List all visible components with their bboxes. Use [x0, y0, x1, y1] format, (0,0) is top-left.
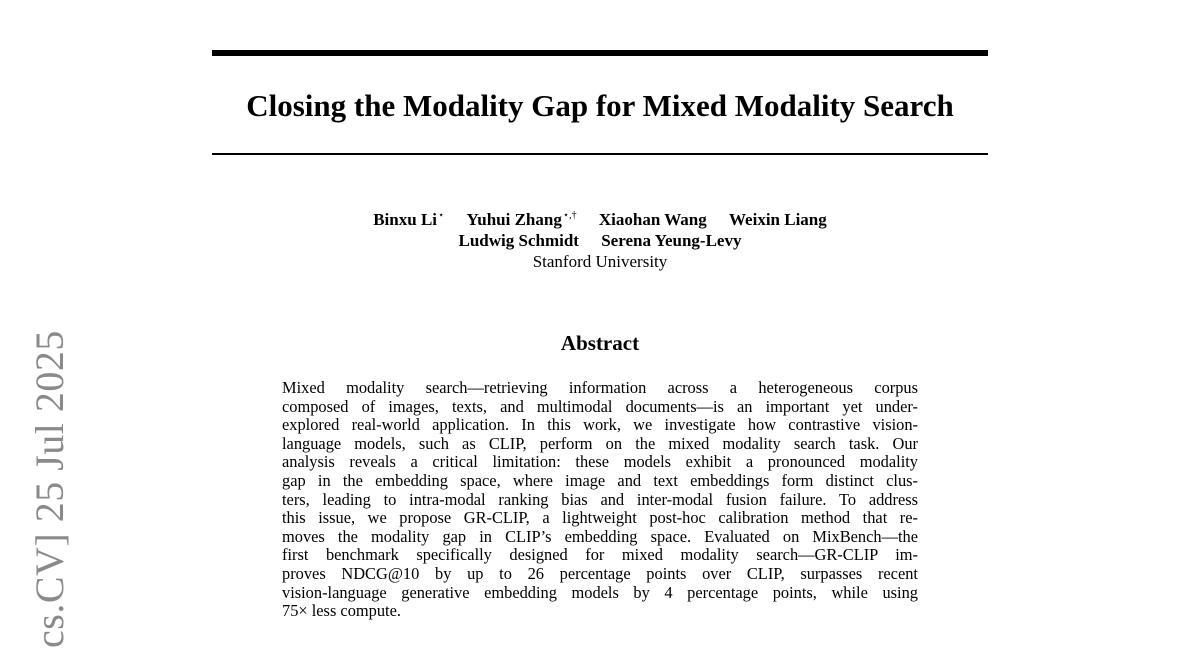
- title-top-rule: [212, 50, 988, 56]
- arxiv-stamp: cs.CV] 25 Jul 2025: [27, 330, 72, 648]
- author-name: Weixin Liang: [728, 210, 827, 229]
- author-name: Yuhui Zhang⋆,†: [466, 210, 577, 229]
- abstract-line: Mixed modality search—retrieving information across a heterogeneous corpus: [282, 378, 918, 397]
- abstract-line: explored real-world application. In this work, we investigate how contrastive vision-: [282, 415, 918, 435]
- author-block: [212, 209, 988, 272]
- abstract-line: ters, leading to intra-modal ranking bias and inter-modal fusion failure. To address: [282, 489, 918, 509]
- abstract-heading: Abstract: [560, 331, 640, 355]
- abstract-line: composed of images, texts, and multimodal documents—is an important yet under-: [282, 396, 918, 416]
- author-line-1: [212, 209, 988, 230]
- abstract-line: moves the modality gap in CLIP’s embedding space. Evaluated on MixBench—the: [282, 526, 918, 546]
- abstract-line: first benchmark specifically designed for mixed modality search—GR-CLIP im-: [282, 545, 918, 565]
- abstract-body: [282, 379, 918, 621]
- abstract-line: this issue, we propose GR-CLIP, a lightweight post-hoc calibration method that re-: [282, 508, 918, 528]
- author-line-2: [212, 230, 988, 251]
- author-name: Serena Yeung-Levy: [601, 231, 742, 250]
- author-marks: ⋆: [438, 210, 445, 221]
- paper-title: Closing the Modality Gap for Mixed Modality Search: [246, 88, 954, 123]
- abstract-line: gap in the embedding space, where image and text embeddings form distinct clus-: [282, 470, 918, 490]
- affiliation: Stanford University: [532, 252, 668, 271]
- author-name: Binxu Li⋆: [373, 210, 445, 229]
- author-marks: ⋆,†: [562, 210, 577, 221]
- abstract-line: proves NDCG@10 by up to 26 percentage points over CLIP, surpasses recent: [282, 563, 918, 583]
- title-bottom-rule: [212, 153, 988, 155]
- abstract-line: analysis reveals a critical limitation: these models exhibit a pronounced modality: [282, 452, 918, 472]
- abstract-line: language models, such as CLIP, perform on the mixed modality search task. Our: [282, 433, 918, 453]
- author-name: Ludwig Schmidt: [458, 231, 579, 250]
- abstract-line: 75× less compute.: [282, 601, 401, 621]
- author-name: Xiaohan Wang: [598, 210, 707, 229]
- abstract-line: vision-language generative embedding models by 4 percentage points, while using: [282, 582, 918, 602]
